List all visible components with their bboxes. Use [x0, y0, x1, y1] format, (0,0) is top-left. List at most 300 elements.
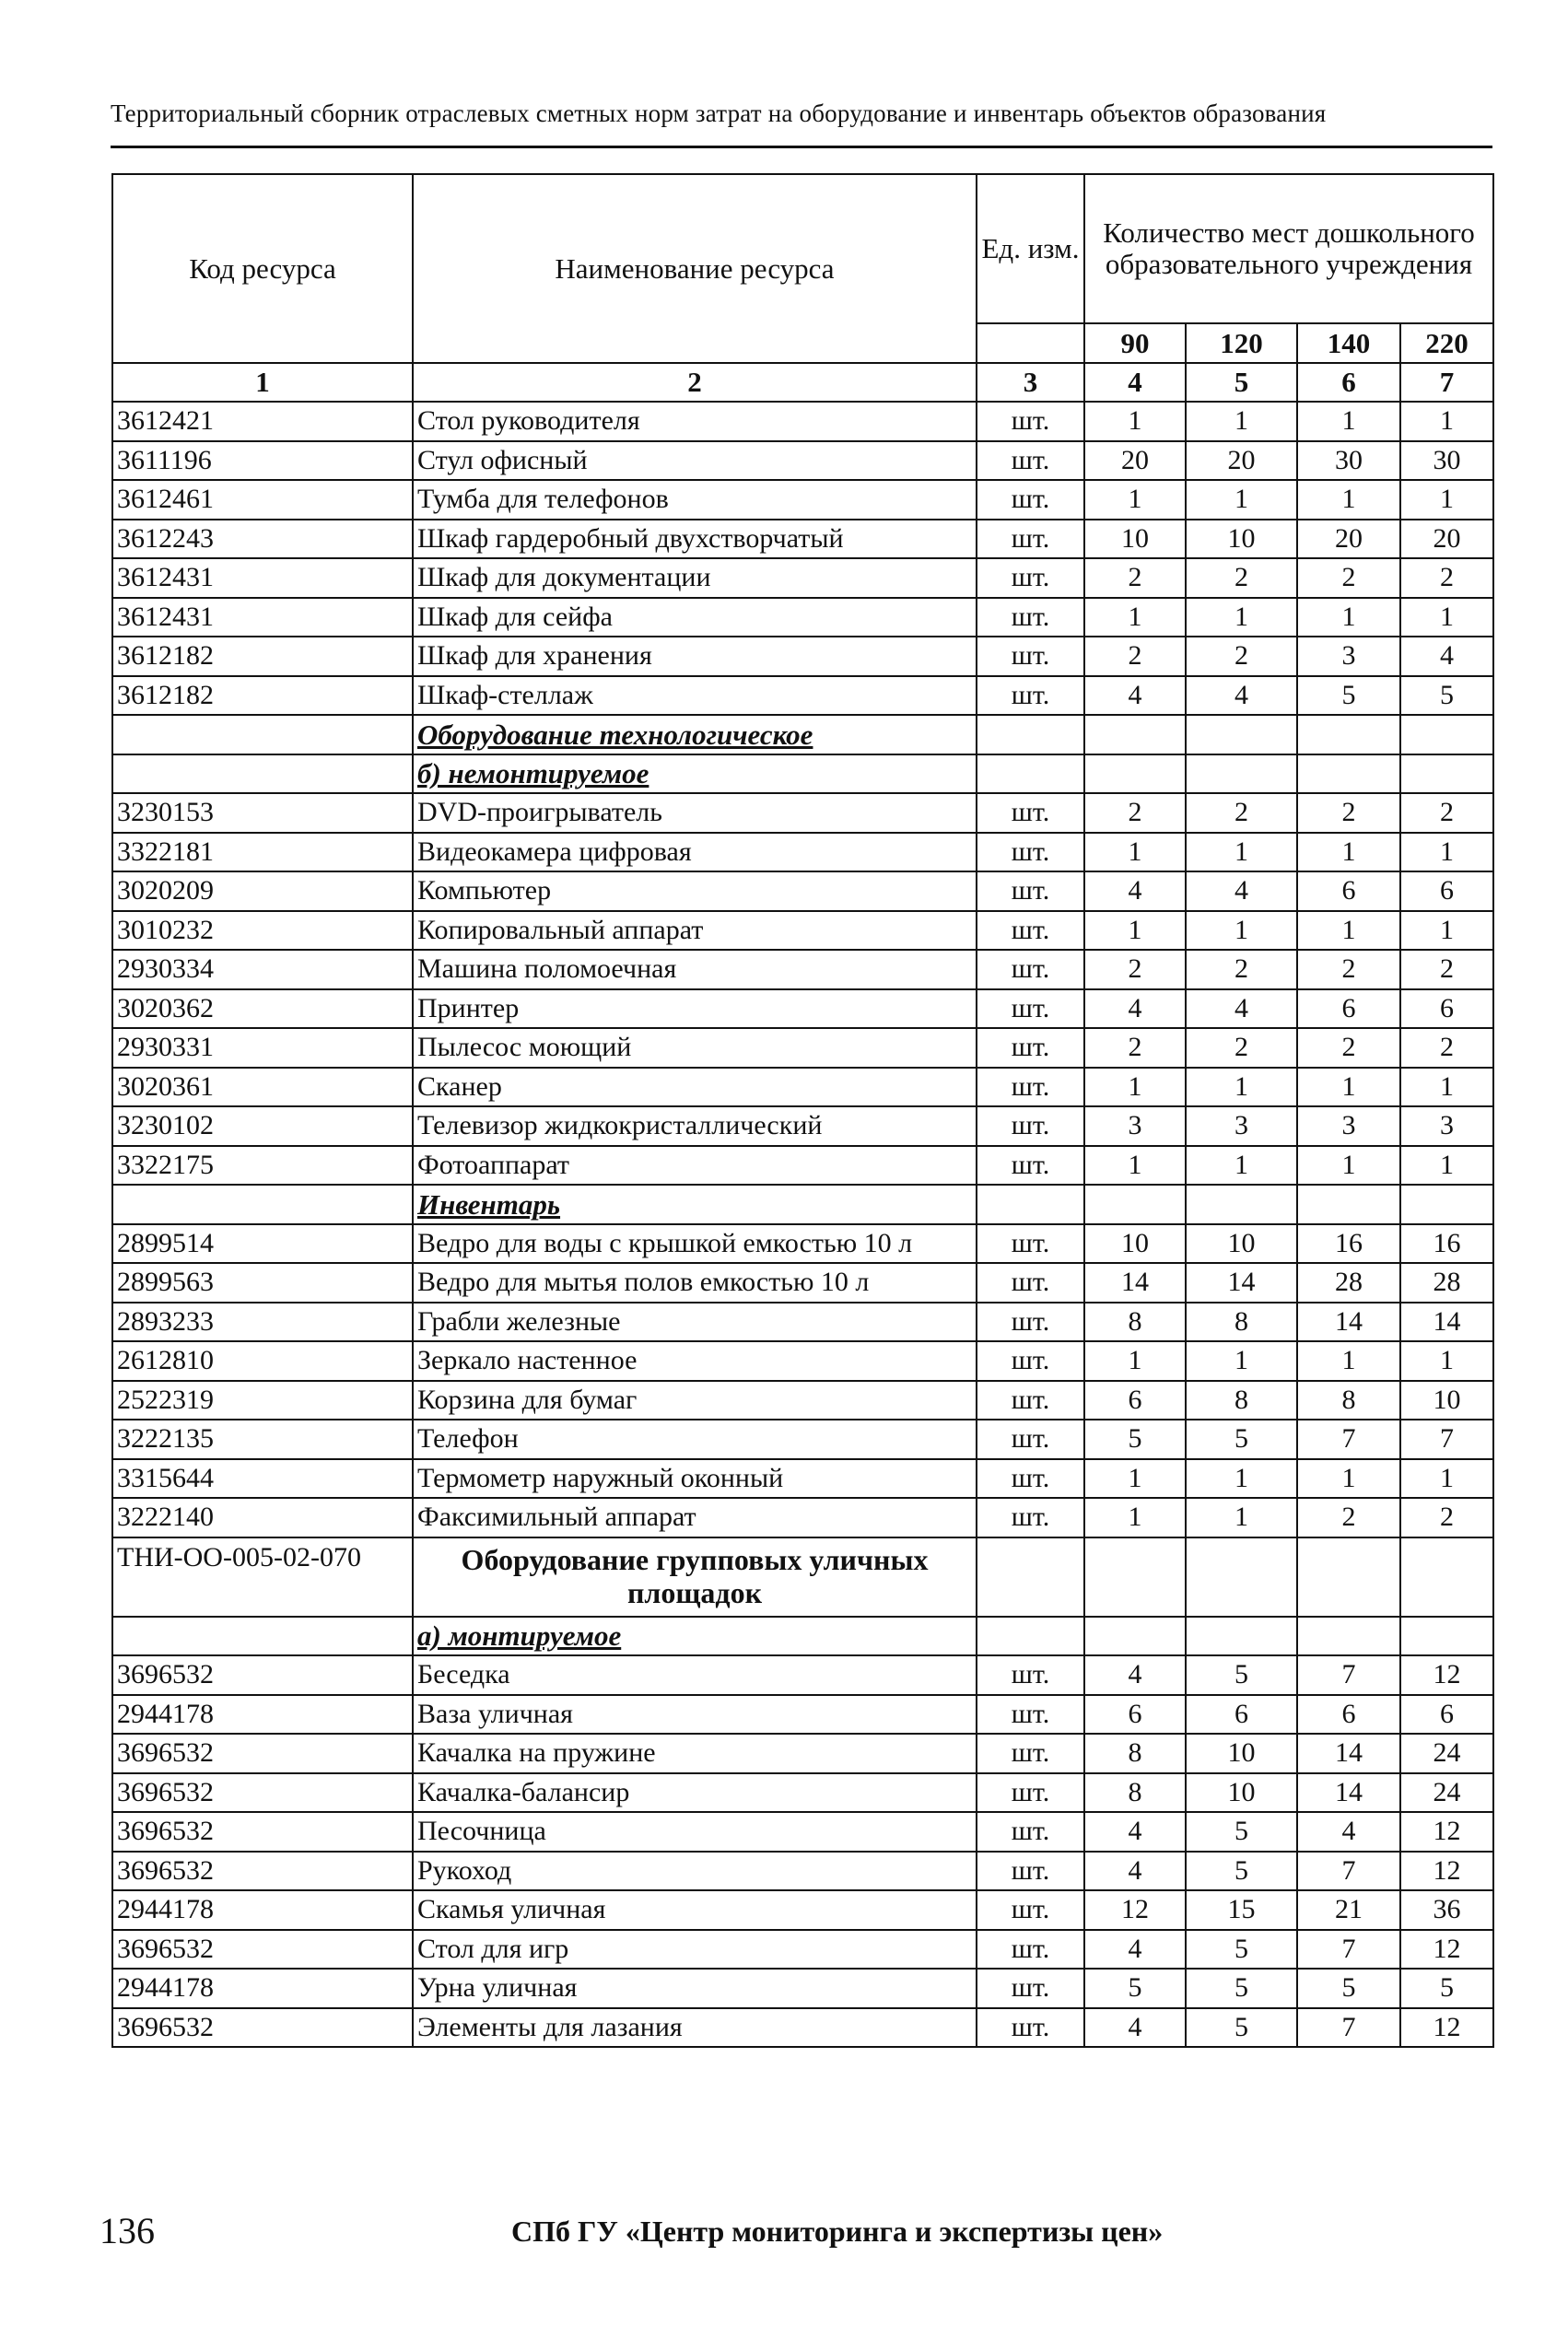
quantity-cell: 5 — [1400, 676, 1493, 716]
quantity-cell: 2 — [1400, 1498, 1493, 1537]
capacity-120: 120 — [1186, 323, 1297, 363]
section-empty-cell — [1186, 754, 1297, 794]
table-row — [112, 637, 1493, 676]
resource-code: 2944178 — [112, 1969, 413, 2008]
quantity-cell: 1 — [1400, 833, 1493, 872]
quantity-cell: 5 — [1186, 1655, 1297, 1695]
section-empty-cell — [1084, 754, 1186, 794]
section-row — [112, 754, 1493, 794]
table-row — [112, 1969, 1493, 2008]
resource-code: 2522319 — [112, 1381, 413, 1420]
resource-name: Пылесос моющий — [413, 1028, 977, 1068]
resource-unit: шт. — [977, 1655, 1084, 1695]
quantity-cell: 1 — [1297, 598, 1400, 637]
quantity-cell: 10 — [1186, 1773, 1297, 1813]
quantity-cell: 1 — [1297, 1146, 1400, 1186]
quantity-cell: 1 — [1400, 911, 1493, 951]
page-header-title: Территориальный сборник отраслевых сметных норм затрат на оборудование и инвентарь объектов образования — [111, 99, 1327, 127]
resource-unit: шт. — [977, 989, 1084, 1029]
quantity-cell: 3 — [1084, 1106, 1186, 1146]
quantity-cell: 6 — [1297, 989, 1400, 1029]
quantity-cell: 12 — [1400, 1930, 1493, 1970]
resource-unit: шт. — [977, 833, 1084, 872]
quantity-cell: 14 — [1297, 1303, 1400, 1342]
group-title: Оборудование групповых уличных площадок — [413, 1537, 977, 1617]
quantity-cell: 8 — [1186, 1381, 1297, 1420]
quantity-cell: 30 — [1400, 441, 1493, 481]
table-row — [112, 1890, 1493, 1930]
resource-unit: шт. — [977, 1734, 1084, 1773]
header-code: Код ресурса — [112, 174, 413, 363]
resource-name: Песочница — [413, 1812, 977, 1852]
quantity-cell: 36 — [1400, 1890, 1493, 1930]
quantity-cell: 5 — [1297, 676, 1400, 716]
quantity-cell: 4 — [1084, 2008, 1186, 2048]
quantity-cell: 1 — [1297, 911, 1400, 951]
resource-unit: шт. — [977, 1068, 1084, 1107]
resource-unit: шт. — [977, 911, 1084, 951]
quantity-cell: 2 — [1297, 1028, 1400, 1068]
resource-unit: шт. — [977, 950, 1084, 989]
table-row — [112, 1381, 1493, 1420]
resource-name: Тумба для телефонов — [413, 480, 977, 520]
resource-code: 3611196 — [112, 441, 413, 481]
quantity-cell: 7 — [1297, 1930, 1400, 1970]
quantity-cell: 2 — [1186, 1028, 1297, 1068]
resource-code: 2899514 — [112, 1224, 413, 1264]
quantity-cell: 1 — [1084, 480, 1186, 520]
quantity-cell: 1 — [1297, 1341, 1400, 1381]
quantity-cell: 12 — [1400, 1812, 1493, 1852]
quantity-cell: 4 — [1084, 1655, 1186, 1695]
resource-code: 3020361 — [112, 1068, 413, 1107]
col-number: 7 — [1400, 363, 1493, 403]
resource-code: 2893233 — [112, 1303, 413, 1342]
quantity-cell: 5 — [1084, 1420, 1186, 1459]
resource-unit: шт. — [977, 441, 1084, 481]
resource-unit: шт. — [977, 558, 1084, 598]
resource-name: Факсимильный аппарат — [413, 1498, 977, 1537]
quantity-cell: 20 — [1297, 520, 1400, 559]
quantity-cell: 1 — [1297, 833, 1400, 872]
section-empty-cell — [1400, 1185, 1493, 1224]
quantity-cell: 16 — [1400, 1224, 1493, 1264]
quantity-cell: 15 — [1186, 1890, 1297, 1930]
header-places: Количество мест дошкольного образовательного учреждения — [1084, 174, 1493, 323]
section-empty-cell — [1084, 715, 1186, 754]
quantity-cell: 2 — [1186, 558, 1297, 598]
resource-code: 3230153 — [112, 793, 413, 833]
page-footer-org: СПб ГУ «Центр мониторинга и экспертизы цен» — [511, 2215, 1164, 2248]
quantity-cell: 4 — [1084, 1852, 1186, 1891]
quantity-cell: 10 — [1084, 520, 1186, 559]
resource-name: Сканер — [413, 1068, 977, 1107]
resource-name: Машина поломоечная — [413, 950, 977, 989]
quantity-cell: 5 — [1186, 1852, 1297, 1891]
resource-unit: шт. — [977, 1106, 1084, 1146]
section-empty-cell — [977, 1185, 1084, 1224]
quantity-cell: 1 — [1084, 402, 1186, 441]
quantity-cell: 5 — [1186, 1969, 1297, 2008]
quantity-cell: 14 — [1186, 1263, 1297, 1303]
table-row — [112, 1068, 1493, 1107]
resource-name: Фотоаппарат — [413, 1146, 977, 1186]
table-row — [112, 911, 1493, 951]
resource-code: 3612461 — [112, 480, 413, 520]
resource-code: 3230102 — [112, 1106, 413, 1146]
column-number-row — [112, 363, 1493, 403]
quantity-cell: 1 — [1084, 1341, 1186, 1381]
quantity-cell: 24 — [1400, 1734, 1493, 1773]
resource-name: Термометр наружный оконный — [413, 1459, 977, 1499]
table-row — [112, 989, 1493, 1029]
resource-unit: шт. — [977, 1930, 1084, 1970]
resource-name: Телевизор жидкокристаллический — [413, 1106, 977, 1146]
quantity-cell: 1 — [1084, 911, 1186, 951]
resource-unit: шт. — [977, 1028, 1084, 1068]
table-row — [112, 1852, 1493, 1891]
resource-name: Видеокамера цифровая — [413, 833, 977, 872]
quantity-cell: 1 — [1186, 480, 1297, 520]
resource-code: 3696532 — [112, 2008, 413, 2048]
quantity-cell: 4 — [1297, 1812, 1400, 1852]
section-empty-cell — [1186, 1185, 1297, 1224]
resource-code: 2930334 — [112, 950, 413, 989]
resource-name: Компьютер — [413, 871, 977, 911]
section-empty-cell — [1186, 715, 1297, 754]
quantity-cell: 2 — [1297, 793, 1400, 833]
resource-unit: шт. — [977, 1263, 1084, 1303]
quantity-cell: 1 — [1400, 402, 1493, 441]
resource-name: Принтер — [413, 989, 977, 1029]
quantity-cell: 24 — [1400, 1773, 1493, 1813]
resource-name: Зеркало настенное — [413, 1341, 977, 1381]
resource-unit: шт. — [977, 1498, 1084, 1537]
resource-unit: шт. — [977, 402, 1084, 441]
section-code-empty — [112, 1617, 413, 1656]
quantity-cell: 1 — [1084, 833, 1186, 872]
resource-name: Качалка на пружине — [413, 1734, 977, 1773]
table-row — [112, 1028, 1493, 1068]
resource-unit: шт. — [977, 871, 1084, 911]
resource-unit: шт. — [977, 1695, 1084, 1735]
quantity-cell: 28 — [1297, 1263, 1400, 1303]
capacity-90: 90 — [1084, 323, 1186, 363]
quantity-cell: 1 — [1297, 402, 1400, 441]
quantity-cell: 3 — [1186, 1106, 1297, 1146]
quantity-cell: 16 — [1297, 1224, 1400, 1264]
resource-name: Телефон — [413, 1420, 977, 1459]
table-row — [112, 402, 1493, 441]
section-empty-cell — [977, 754, 1084, 794]
group-empty-cell — [1297, 1537, 1400, 1617]
quantity-cell: 1 — [1084, 1068, 1186, 1107]
resource-code: 3696532 — [112, 1852, 413, 1891]
quantity-cell: 20 — [1400, 520, 1493, 559]
quantity-cell: 5 — [1084, 1969, 1186, 2008]
quantity-cell: 14 — [1297, 1734, 1400, 1773]
resource-code: 3020209 — [112, 871, 413, 911]
quantity-cell: 2 — [1084, 1028, 1186, 1068]
col-number: 3 — [977, 363, 1084, 403]
table-row — [112, 1263, 1493, 1303]
quantity-cell: 2 — [1084, 793, 1186, 833]
quantity-cell: 10 — [1400, 1381, 1493, 1420]
page-number: 136 — [99, 2210, 155, 2251]
table-row — [112, 1146, 1493, 1186]
quantity-cell: 10 — [1186, 1224, 1297, 1264]
resource-code: 2944178 — [112, 1695, 413, 1735]
quantity-cell: 1 — [1186, 598, 1297, 637]
resource-unit: шт. — [977, 1852, 1084, 1891]
quantity-cell: 8 — [1186, 1303, 1297, 1342]
table-row — [112, 1655, 1493, 1695]
section-title: Оборудование технологическое — [413, 715, 977, 754]
section-title: Инвентарь — [413, 1185, 977, 1224]
col-number: 2 — [413, 363, 977, 403]
quantity-cell: 14 — [1297, 1773, 1400, 1813]
resource-code: 3612243 — [112, 520, 413, 559]
quantity-cell: 1 — [1186, 833, 1297, 872]
group-row — [112, 1537, 1493, 1617]
resource-code: 2944178 — [112, 1890, 413, 1930]
quantity-cell: 4 — [1084, 989, 1186, 1029]
table-row — [112, 950, 1493, 989]
table-row — [112, 520, 1493, 559]
resource-unit: шт. — [977, 1969, 1084, 2008]
resource-name: Стол руководителя — [413, 402, 977, 441]
section-empty-cell — [1084, 1185, 1186, 1224]
table-row — [112, 1498, 1493, 1537]
quantity-cell: 8 — [1084, 1773, 1186, 1813]
resource-unit: шт. — [977, 1890, 1084, 1930]
table-row — [112, 598, 1493, 637]
quantity-cell: 2 — [1186, 950, 1297, 989]
resource-code: 3612182 — [112, 676, 413, 716]
quantity-cell: 30 — [1297, 441, 1400, 481]
quantity-cell: 5 — [1186, 2008, 1297, 2048]
quantity-cell: 21 — [1297, 1890, 1400, 1930]
resource-unit: шт. — [977, 676, 1084, 716]
resource-name: Шкаф для сейфа — [413, 598, 977, 637]
quantity-cell: 2 — [1186, 793, 1297, 833]
resource-unit: шт. — [977, 1224, 1084, 1264]
header-name: Наименование ресурса — [413, 174, 977, 363]
resource-unit: шт. — [977, 637, 1084, 676]
section-code-empty — [112, 1185, 413, 1224]
quantity-cell: 12 — [1400, 2008, 1493, 2048]
table-row — [112, 558, 1493, 598]
table-row — [112, 1773, 1493, 1813]
quantity-cell: 6 — [1084, 1695, 1186, 1735]
capacity-140: 140 — [1297, 323, 1400, 363]
table-row — [112, 1695, 1493, 1735]
quantity-cell: 8 — [1084, 1303, 1186, 1342]
quantity-cell: 1 — [1084, 1459, 1186, 1499]
quantity-cell: 6 — [1297, 1695, 1400, 1735]
resource-unit: шт. — [977, 480, 1084, 520]
resource-name: Корзина для бумаг — [413, 1381, 977, 1420]
resource-unit: шт. — [977, 1773, 1084, 1813]
quantity-cell: 3 — [1400, 1106, 1493, 1146]
quantity-cell: 6 — [1400, 871, 1493, 911]
resource-code: 2930331 — [112, 1028, 413, 1068]
section-code-empty — [112, 754, 413, 794]
table-row — [112, 1930, 1493, 1970]
section-code-empty — [112, 715, 413, 754]
quantity-cell: 2 — [1297, 558, 1400, 598]
section-empty-cell — [1297, 1617, 1400, 1656]
group-empty-cell — [1400, 1537, 1493, 1617]
quantity-cell: 1 — [1297, 480, 1400, 520]
quantity-cell: 6 — [1400, 989, 1493, 1029]
quantity-cell: 4 — [1186, 676, 1297, 716]
quantity-cell: 4 — [1084, 676, 1186, 716]
header-unit-empty — [977, 323, 1084, 363]
quantity-cell: 1 — [1297, 1459, 1400, 1499]
resource-unit: шт. — [977, 1812, 1084, 1852]
resource-code: 3612421 — [112, 402, 413, 441]
resource-code: 3696532 — [112, 1655, 413, 1695]
resource-name: Элементы для лазания — [413, 2008, 977, 2048]
resource-code: 2899563 — [112, 1263, 413, 1303]
section-empty-cell — [1186, 1617, 1297, 1656]
resource-table — [111, 173, 1494, 2048]
resource-name: Ведро для мытья полов емкостью 10 л — [413, 1263, 977, 1303]
quantity-cell: 1 — [1084, 1146, 1186, 1186]
quantity-cell: 4 — [1186, 989, 1297, 1029]
resource-code: 3222135 — [112, 1420, 413, 1459]
resource-name: Шкаф-стеллаж — [413, 676, 977, 716]
quantity-cell: 1 — [1186, 1459, 1297, 1499]
quantity-cell: 2 — [1297, 950, 1400, 989]
quantity-cell: 4 — [1084, 1930, 1186, 1970]
resource-name: Шкаф для хранения — [413, 637, 977, 676]
quantity-cell: 1 — [1186, 1498, 1297, 1537]
quantity-cell: 1 — [1400, 1459, 1493, 1499]
resource-name: Ведро для воды с крышкой емкостью 10 л — [413, 1224, 977, 1264]
quantity-cell: 5 — [1186, 1930, 1297, 1970]
quantity-cell: 7 — [1297, 1852, 1400, 1891]
resource-unit: шт. — [977, 793, 1084, 833]
quantity-cell: 10 — [1186, 520, 1297, 559]
header-rule — [111, 146, 1492, 148]
resource-name: DVD-проигрыватель — [413, 793, 977, 833]
resource-unit: шт. — [977, 2008, 1084, 2048]
quantity-cell: 28 — [1400, 1263, 1493, 1303]
resource-name: Шкаф гардеробный двухстворчатый — [413, 520, 977, 559]
resource-code: 3010232 — [112, 911, 413, 951]
quantity-cell: 1 — [1400, 1341, 1493, 1381]
resource-name: Скамья уличная — [413, 1890, 977, 1930]
quantity-cell: 7 — [1297, 1655, 1400, 1695]
resource-code: 2612810 — [112, 1341, 413, 1381]
quantity-cell: 20 — [1186, 441, 1297, 481]
quantity-cell: 1 — [1186, 1341, 1297, 1381]
quantity-cell: 12 — [1400, 1655, 1493, 1695]
resource-name: Грабли железные — [413, 1303, 977, 1342]
section-empty-cell — [1400, 1617, 1493, 1656]
resource-unit: шт. — [977, 598, 1084, 637]
resource-unit: шт. — [977, 1459, 1084, 1499]
quantity-cell: 1 — [1084, 1498, 1186, 1537]
resource-name: Копировальный аппарат — [413, 911, 977, 951]
resource-unit: шт. — [977, 1303, 1084, 1342]
quantity-cell: 2 — [1084, 950, 1186, 989]
table-row — [112, 1420, 1493, 1459]
group-code: ТНИ-ОО-005-02-070 — [112, 1537, 413, 1617]
quantity-cell: 20 — [1084, 441, 1186, 481]
quantity-cell: 4 — [1186, 871, 1297, 911]
quantity-cell: 2 — [1400, 793, 1493, 833]
quantity-cell: 8 — [1084, 1734, 1186, 1773]
quantity-cell: 6 — [1084, 1381, 1186, 1420]
resource-name: Ваза уличная — [413, 1695, 977, 1735]
table-row — [112, 793, 1493, 833]
col-number: 1 — [112, 363, 413, 403]
section-empty-cell — [1400, 715, 1493, 754]
quantity-cell: 14 — [1400, 1303, 1493, 1342]
quantity-cell: 7 — [1400, 1420, 1493, 1459]
resource-name: Беседка — [413, 1655, 977, 1695]
section-empty-cell — [1400, 754, 1493, 794]
quantity-cell: 1 — [1400, 598, 1493, 637]
quantity-cell: 5 — [1186, 1420, 1297, 1459]
quantity-cell: 12 — [1400, 1852, 1493, 1891]
resource-name: Качалка-балансир — [413, 1773, 977, 1813]
quantity-cell: 14 — [1084, 1263, 1186, 1303]
resource-code: 3315644 — [112, 1459, 413, 1499]
col-number: 4 — [1084, 363, 1186, 403]
quantity-cell: 4 — [1084, 1812, 1186, 1852]
table-row — [112, 1303, 1493, 1342]
table-row — [112, 833, 1493, 872]
table-row — [112, 1224, 1493, 1264]
col-number: 5 — [1186, 363, 1297, 403]
resource-code: 3696532 — [112, 1812, 413, 1852]
table-row — [112, 676, 1493, 716]
resource-code: 3322181 — [112, 833, 413, 872]
resource-code: 3612182 — [112, 637, 413, 676]
quantity-cell: 1 — [1400, 480, 1493, 520]
quantity-cell: 1 — [1400, 1146, 1493, 1186]
resource-code: 3696532 — [112, 1773, 413, 1813]
col-number: 6 — [1297, 363, 1400, 403]
quantity-cell: 2 — [1084, 558, 1186, 598]
quantity-cell: 2 — [1186, 637, 1297, 676]
quantity-cell: 2 — [1400, 558, 1493, 598]
group-empty-cell — [1084, 1537, 1186, 1617]
section-row — [112, 1617, 1493, 1656]
resource-code: 3222140 — [112, 1498, 413, 1537]
resource-unit: шт. — [977, 1420, 1084, 1459]
header-unit: Ед. изм. — [977, 174, 1084, 323]
resource-unit: шт. — [977, 1381, 1084, 1420]
quantity-cell: 1 — [1186, 1068, 1297, 1107]
table-row — [112, 441, 1493, 481]
quantity-cell: 7 — [1297, 2008, 1400, 2048]
resource-name: Урна уличная — [413, 1969, 977, 2008]
table-header-row — [112, 174, 1493, 323]
quantity-cell: 1 — [1400, 1068, 1493, 1107]
table-row — [112, 1812, 1493, 1852]
quantity-cell: 2 — [1400, 950, 1493, 989]
resource-name: Шкаф для документации — [413, 558, 977, 598]
resource-code: 3322175 — [112, 1146, 413, 1186]
resource-code: 3612431 — [112, 558, 413, 598]
section-row — [112, 715, 1493, 754]
resource-unit: шт. — [977, 1146, 1084, 1186]
